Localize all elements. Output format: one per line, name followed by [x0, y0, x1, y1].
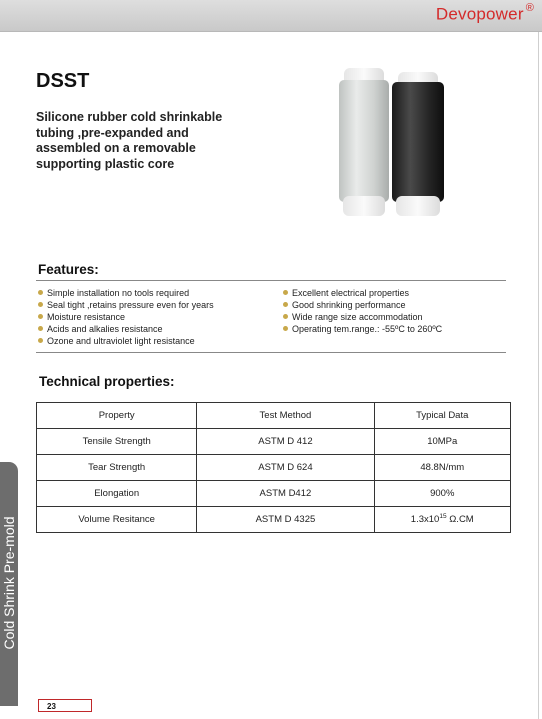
- table-row: [37, 481, 511, 507]
- product-description: Silicone rubber cold shrinkable tubing ,pre-expanded and assembled on a removable supporting plastic core: [36, 110, 223, 171]
- feature-item: Excellent electrical properties: [283, 287, 442, 299]
- header-bar: [0, 0, 542, 32]
- features-bottom-rule: [36, 352, 506, 353]
- column-header: Typical Data: [374, 403, 510, 429]
- table-row: [37, 507, 511, 533]
- features-top-rule: [36, 280, 506, 281]
- table-cell: 10MPa: [374, 429, 510, 455]
- column-header: Property: [37, 403, 197, 429]
- table-cell: ASTM D 4325: [197, 507, 374, 533]
- feature-item: Simple installation no tools required: [38, 287, 214, 299]
- table-cell: ASTM D412: [197, 481, 374, 507]
- bullet-icon: [38, 338, 43, 343]
- table-cell: ASTM D 624: [197, 455, 374, 481]
- feature-item: Moisture resistance: [38, 311, 214, 323]
- bullet-icon: [38, 314, 43, 319]
- feature-item: Seal tight ,retains pressure even for years: [38, 299, 214, 311]
- table-cell: [374, 507, 510, 533]
- technical-properties-table: [36, 402, 511, 533]
- brand-name: Devopower: [435, 4, 524, 24]
- bullet-icon: [38, 290, 43, 295]
- table-cell: 48.8N/mm: [374, 455, 510, 481]
- product-title: DSST: [36, 70, 90, 92]
- section-side-tab: [0, 462, 18, 706]
- table-cell: 900%: [374, 481, 510, 507]
- table-cell: Elongation: [37, 481, 197, 507]
- feature-item: Good shrinking performance: [283, 299, 442, 311]
- table-cell: ASTM D 412: [197, 429, 374, 455]
- registered-mark: ®: [525, 2, 534, 14]
- gray-tube: [339, 80, 389, 202]
- gray-tube-core-bottom: [343, 196, 385, 216]
- table-cell: Tensile Strength: [37, 429, 197, 455]
- bullet-icon: [283, 326, 288, 331]
- feature-item: Operating tem.range.: -55ºC to 260ºC: [283, 323, 442, 335]
- table-cell: Tear Strength: [37, 455, 197, 481]
- bullet-icon: [283, 302, 288, 307]
- table-header-row: [37, 403, 511, 429]
- feature-item: Acids and alkalies resistance: [38, 323, 214, 335]
- value-mantissa: 1.3x10: [410, 514, 440, 526]
- bullet-icon: [38, 302, 43, 307]
- features-left-list: [38, 287, 214, 347]
- features-heading: Features:: [38, 262, 99, 277]
- page-edge-line: [538, 32, 539, 719]
- bullet-icon: [283, 290, 288, 295]
- feature-item: Ozone and ultraviolet light resistance: [38, 335, 214, 347]
- feature-item: Wide range size accommodation: [283, 311, 442, 323]
- bullet-icon: [283, 314, 288, 319]
- black-tube-core-bottom: [396, 196, 440, 216]
- table-row: [37, 429, 511, 455]
- features-right-list: [283, 287, 442, 335]
- brand-logo: [436, 4, 534, 25]
- bullet-icon: [38, 326, 43, 331]
- product-image: [330, 62, 450, 224]
- value-unit: Ω.CM: [446, 514, 474, 526]
- side-tab-label: Cold Shrink Pre-mold: [1, 516, 17, 650]
- black-tube: [392, 82, 444, 202]
- technical-heading: Technical properties:: [39, 374, 175, 389]
- column-header: Test Method: [197, 403, 374, 429]
- table-cell: Volume Resitance: [37, 507, 197, 533]
- page-number: 23: [38, 699, 92, 712]
- table-row: [37, 455, 511, 481]
- value-exponent: 15: [439, 513, 447, 521]
